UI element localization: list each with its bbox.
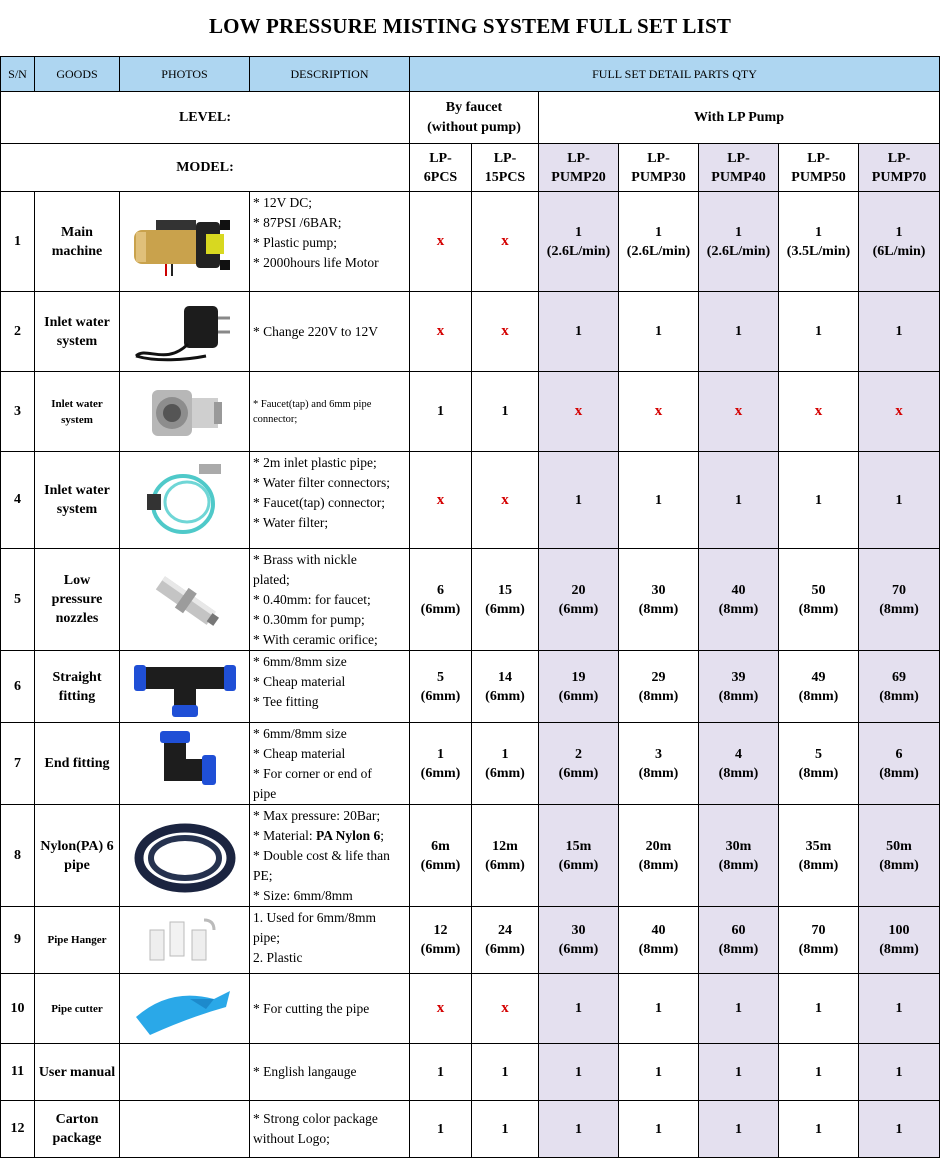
row-description: * Strong color package without Logo; — [250, 1101, 410, 1158]
model-cell: LP- PUMP70 — [859, 144, 940, 192]
row-description: * Change 220V to 12V — [250, 292, 410, 372]
level-pump: With LP Pump — [539, 92, 940, 144]
row-sn: 9 — [1, 907, 35, 974]
row-description: * English langauge — [250, 1044, 410, 1101]
row-sn: 10 — [1, 974, 35, 1044]
row-goods: Pipe Hanger — [35, 907, 120, 974]
qty-cell: 1 (2.6L/min) — [619, 192, 699, 292]
row-sn: 6 — [1, 651, 35, 723]
qty-cell: x — [410, 292, 472, 372]
qty-cell: 6m (6mm) — [410, 805, 472, 907]
table-row — [1, 452, 940, 549]
row-description: * 2m inlet plastic pipe; * Water filter connectors; * Faucet(tap) connector; * Water filter; — [250, 452, 410, 549]
row-sn: 12 — [1, 1101, 35, 1158]
tee-fitting-photo — [120, 651, 250, 723]
qty-cell: 1 — [410, 1101, 472, 1158]
qty-cell: 6 (8mm) — [859, 723, 940, 805]
qty-cell: 1 — [859, 1101, 940, 1158]
qty-cell: 1 — [539, 452, 619, 549]
row-description: * Brass with nickle plated; * 0.40mm: for faucet; * 0.30mm for pump; * With ceramic orifice; — [250, 549, 410, 651]
qty-cell: 19 (6mm) — [539, 651, 619, 723]
row-sn: 8 — [1, 805, 35, 907]
row-sn: 4 — [1, 452, 35, 549]
qty-cell: 60 (8mm) — [699, 907, 779, 974]
qty-cell: 1 — [619, 292, 699, 372]
qty-cell: 30m (8mm) — [699, 805, 779, 907]
qty-cell: 1 (2.6L/min) — [539, 192, 619, 292]
qty-cell: x — [472, 292, 539, 372]
qty-cell: 1 — [779, 452, 859, 549]
qty-cell: 40 (8mm) — [699, 549, 779, 651]
qty-cell: 1 (6L/min) — [859, 192, 940, 292]
header-goods: GOODS — [35, 57, 120, 92]
qty-cell: 24 (6mm) — [472, 907, 539, 974]
qty-cell: 1 — [619, 452, 699, 549]
qty-cell: 1 (6mm) — [472, 723, 539, 805]
qty-cell: 100 (8mm) — [859, 907, 940, 974]
qty-cell: 12 (6mm) — [410, 907, 472, 974]
row-goods: Main machine — [35, 192, 120, 292]
qty-cell: 2 (6mm) — [539, 723, 619, 805]
qty-cell: 1 — [619, 1044, 699, 1101]
header-row — [1, 57, 940, 92]
qty-cell: 1 — [699, 974, 779, 1044]
qty-cell: 15 (6mm) — [472, 549, 539, 651]
qty-cell: 30 (8mm) — [619, 549, 699, 651]
header-description: DESCRIPTION — [250, 57, 410, 92]
model-row — [1, 144, 940, 192]
qty-cell: 1 — [699, 1101, 779, 1158]
row-goods: Straight fitting — [35, 651, 120, 723]
qty-cell: 6 (6mm) — [410, 549, 472, 651]
table-row — [1, 549, 940, 651]
row-description: * 6mm/8mm size * Cheap material * For corner or end of pipe — [250, 723, 410, 805]
qty-cell: 1 (6mm) — [410, 723, 472, 805]
table-row — [1, 907, 940, 974]
qty-cell: 1 — [539, 292, 619, 372]
qty-cell: 1 — [779, 1044, 859, 1101]
model-cell: LP- PUMP30 — [619, 144, 699, 192]
qty-cell: 1 — [539, 1101, 619, 1158]
qty-cell: 70 (8mm) — [779, 907, 859, 974]
level-faucet: By faucet (without pump) — [410, 92, 539, 144]
qty-cell: 1 — [699, 1044, 779, 1101]
qty-cell: 1 — [619, 974, 699, 1044]
qty-cell: x — [410, 192, 472, 292]
model-cell: LP- 6PCS — [410, 144, 472, 192]
photo-empty — [120, 1101, 250, 1158]
qty-cell: 1 — [859, 1044, 940, 1101]
qty-cell: 1 — [472, 372, 539, 452]
qty-cell: 39 (8mm) — [699, 651, 779, 723]
qty-cell: 1 — [410, 372, 472, 452]
row-sn: 1 — [1, 192, 35, 292]
qty-cell: 15m (6mm) — [539, 805, 619, 907]
hose-photo — [120, 452, 250, 549]
qty-cell: 30 (6mm) — [539, 907, 619, 974]
qty-cell: 49 (8mm) — [779, 651, 859, 723]
qty-cell: 3 (8mm) — [619, 723, 699, 805]
qty-cell: x — [472, 192, 539, 292]
qty-cell: 1 — [539, 1044, 619, 1101]
page-title: LOW PRESSURE MISTING SYSTEM FULL SET LIST — [208, 14, 732, 38]
qty-cell: 69 (8mm) — [859, 651, 940, 723]
qty-cell: 50 (8mm) — [779, 549, 859, 651]
qty-cell: 1 — [859, 974, 940, 1044]
table-row — [1, 1101, 940, 1158]
qty-cell: 1 — [472, 1101, 539, 1158]
row-goods: Carton package — [35, 1101, 120, 1158]
qty-cell: 5 (6mm) — [410, 651, 472, 723]
table-row — [1, 372, 940, 452]
qty-cell: 50m (8mm) — [859, 805, 940, 907]
hanger-photo — [120, 907, 250, 974]
elbow-fitting-photo — [120, 723, 250, 805]
qty-cell: x — [410, 974, 472, 1044]
model-cell: LP- PUMP50 — [779, 144, 859, 192]
qty-cell: 1 — [699, 452, 779, 549]
qty-cell: 1 — [699, 292, 779, 372]
pump-photo — [120, 192, 250, 292]
qty-cell: 4 (8mm) — [699, 723, 779, 805]
qty-cell: 70 (8mm) — [859, 549, 940, 651]
table-row — [1, 723, 940, 805]
row-description: * 12V DC; * 87PSI /6BAR; * Plastic pump; * 2000hours life Motor — [250, 192, 410, 292]
qty-cell: x — [410, 452, 472, 549]
qty-cell: 1 — [410, 1044, 472, 1101]
qty-cell: 1 — [472, 1044, 539, 1101]
qty-cell: x — [699, 372, 779, 452]
qty-cell: 1 (3.5L/min) — [779, 192, 859, 292]
table-row — [1, 1044, 940, 1101]
pipe-coil-photo — [120, 805, 250, 907]
header-detail: FULL SET DETAIL PARTS QTY — [410, 57, 940, 92]
row-sn: 11 — [1, 1044, 35, 1101]
qty-cell: 1 — [779, 292, 859, 372]
qty-cell: 1 — [859, 292, 940, 372]
row-goods: End fitting — [35, 723, 120, 805]
row-goods: Inlet water system — [35, 292, 120, 372]
model-cell: LP- PUMP20 — [539, 144, 619, 192]
table-row — [1, 974, 940, 1044]
level-row — [1, 92, 940, 144]
table-row — [1, 651, 940, 723]
qty-cell: 1 — [779, 1101, 859, 1158]
qty-cell: 1 (2.6L/min) — [699, 192, 779, 292]
connector-photo — [120, 372, 250, 452]
row-description: * 6mm/8mm size * Cheap material * Tee fitting — [250, 651, 410, 723]
row-goods: Inlet water system — [35, 372, 120, 452]
qty-cell: 20 (6mm) — [539, 549, 619, 651]
row-goods: Low pressure nozzles — [35, 549, 120, 651]
row-sn: 3 — [1, 372, 35, 452]
row-description: * For cutting the pipe — [250, 974, 410, 1044]
row-sn: 7 — [1, 723, 35, 805]
row-description: * Faucet(tap) and 6mm pipe connector; — [250, 372, 410, 452]
qty-cell: x — [619, 372, 699, 452]
qty-cell: 12m (6mm) — [472, 805, 539, 907]
parts-table — [0, 56, 940, 1158]
level-label: LEVEL: — [1, 92, 410, 144]
row-description: 1. Used for 6mm/8mm pipe; 2. Plastic — [250, 907, 410, 974]
header-photos: PHOTOS — [120, 57, 250, 92]
row-goods: Nylon(PA) 6 pipe — [35, 805, 120, 907]
qty-cell: 5 (8mm) — [779, 723, 859, 805]
qty-cell: 35m (8mm) — [779, 805, 859, 907]
cutter-photo — [120, 974, 250, 1044]
header-sn: S/N — [1, 57, 35, 92]
adapter-photo — [120, 292, 250, 372]
qty-cell: 20m (8mm) — [619, 805, 699, 907]
row-sn: 2 — [1, 292, 35, 372]
qty-cell: x — [859, 372, 940, 452]
photo-empty — [120, 1044, 250, 1101]
qty-cell: x — [472, 452, 539, 549]
qty-cell: 29 (8mm) — [619, 651, 699, 723]
qty-cell: 1 — [859, 452, 940, 549]
qty-cell: 14 (6mm) — [472, 651, 539, 723]
qty-cell: 40 (8mm) — [619, 907, 699, 974]
qty-cell: x — [472, 974, 539, 1044]
nozzle-photo — [120, 549, 250, 651]
row-goods: User manual — [35, 1044, 120, 1101]
model-cell: LP- 15PCS — [472, 144, 539, 192]
qty-cell: 1 — [779, 974, 859, 1044]
row-goods: Pipe cutter — [35, 974, 120, 1044]
row-sn: 5 — [1, 549, 35, 651]
model-cell: LP- PUMP40 — [699, 144, 779, 192]
table-row — [1, 805, 940, 907]
qty-cell: 1 — [539, 974, 619, 1044]
qty-cell: x — [539, 372, 619, 452]
table-row — [1, 292, 940, 372]
qty-cell: x — [779, 372, 859, 452]
row-goods: Inlet water system — [35, 452, 120, 549]
row-description: * Max pressure: 20Bar; * Material: PA Nylon 6; * Double cost & life than PE; * Size: 6mm/8mm — [250, 805, 410, 907]
table-row — [1, 192, 940, 292]
qty-cell: 1 — [619, 1101, 699, 1158]
model-label: MODEL: — [1, 144, 410, 192]
